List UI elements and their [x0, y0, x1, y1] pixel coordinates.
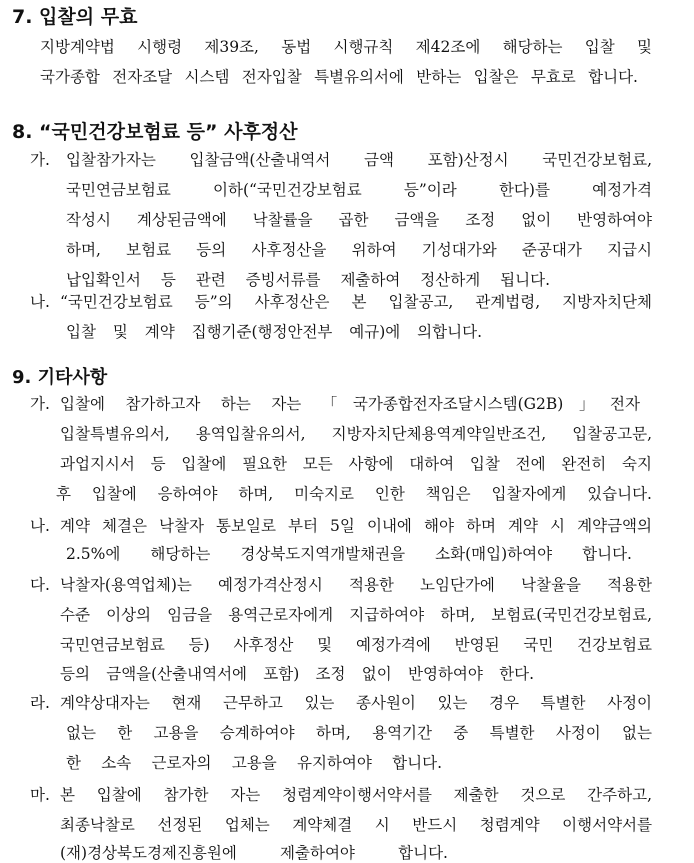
item-line: 최종낙찰로 선정된 업체는 계약체결 시 반드시 청렴계약 이행서약서를 — [60, 816, 652, 834]
item-line: 납입확인서 등 관련 증빙서류를 제출하여 정산하게 됩니다. — [66, 271, 550, 289]
section-7-line-2: 국가종합 전자조달 시스템 전자입찰 특별유의서에 반하는 입찰은 무효로 합니다. — [40, 68, 638, 86]
item-line: “국민건강보험료 등”의 사후정산은 본 입찰공고, 관계법령, 지방자치단체 — [60, 293, 652, 311]
item-line: 등의 금액을(산출내역서에 포함) 조정 없이 반영하여야 한다. — [60, 665, 534, 683]
item-line: 계약상대자는 현재 근무하고 있는 종사원이 있는 경우 특별한 사정이 — [60, 694, 652, 712]
item-line: 낙찰자(용역업체)는 예정가격산정시 적용한 노임단가에 낙찰율을 적용한 — [60, 576, 652, 594]
item-marker: 가. — [30, 151, 50, 169]
section-8-heading: 8. “국민건강보험료 등” 사후정산 — [12, 121, 298, 143]
item-line: 입찰 및 계약 집행기준(행정안전부 예규)에 의합니다. — [66, 323, 482, 341]
item-line: 입찰에 참가하고자 하는 자는 「국가종합전자조달시스템(G2B)」전자 — [60, 395, 640, 413]
item-line: 본 입찰에 참가한 자는 청렴계약이행서약서를 제출한 것으로 간주하고, — [60, 786, 652, 804]
item-line: 한 소속 근로자의 고용을 유지하여야 합니다. — [66, 754, 442, 772]
item-line: 수준 이상의 임금을 용역근로자에게 지급하여야 하며, 보험료(국민건강보험료, — [60, 606, 652, 624]
item-line: 입찰참가자는 입찰금액(산출내역서 금액 포함)산정시 국민건강보험료, — [66, 151, 652, 169]
item-line: 과업지시서 등 입찰에 필요한 모든 사항에 대하여 입찰 전에 완전히 숙지 — [60, 455, 652, 473]
item-line: 계약 체결은 낙찰자 통보일로 부터 5일 이내에 해야 하며 계약 시 계약금액의 — [60, 517, 652, 535]
item-marker: 가. — [30, 395, 50, 413]
item-line: 후 입찰에 응하여야 하며, 미숙지로 인한 책임은 입찰자에게 있습니다. — [56, 485, 652, 503]
item-line: (재)경상북도경제진흥원에 제출하여야 합니다. — [60, 844, 448, 862]
item-line: 2.5%에 해당하는 경상북도지역개발채권을 소화(매입)하여야 합니다. — [66, 545, 632, 563]
section-9-heading: 9. 기타사항 — [12, 367, 108, 388]
item-line: 국민연금보험료 등) 사후정산 및 예정가격에 반영된 국민 건강보험료 — [60, 636, 652, 654]
section-7-heading: 7. 입찰의 무효 — [12, 6, 138, 28]
item-line: 국민연금보험료 이하(“국민건강보험료 등”이라 한다)를 예정가격 — [66, 181, 652, 199]
item-marker: 나. — [30, 517, 50, 535]
item-line: 없는 한 고용을 승계하여야 하며, 용역기간 중 특별한 사정이 없는 — [66, 724, 652, 742]
item-line: 입찰특별유의서, 용역입찰유의서, 지방자치단체용역계약일반조건, 입찰공고문, — [60, 425, 652, 443]
item-marker: 라. — [30, 694, 50, 712]
section-7-line-1: 지방계약법 시행령 제39조, 동법 시행규칙 제42조에 해당하는 입찰 및 — [40, 38, 652, 56]
item-marker: 마. — [30, 786, 50, 804]
item-line: 작성시 계상된금액에 낙찰률을 곱한 금액을 조정 없이 반영하여야 — [66, 211, 652, 229]
item-marker: 나. — [30, 293, 50, 311]
item-marker: 다. — [30, 576, 50, 594]
item-line: 하며, 보험료 등의 사후정산을 위하여 기성대가와 준공대가 지급시 — [66, 241, 652, 259]
